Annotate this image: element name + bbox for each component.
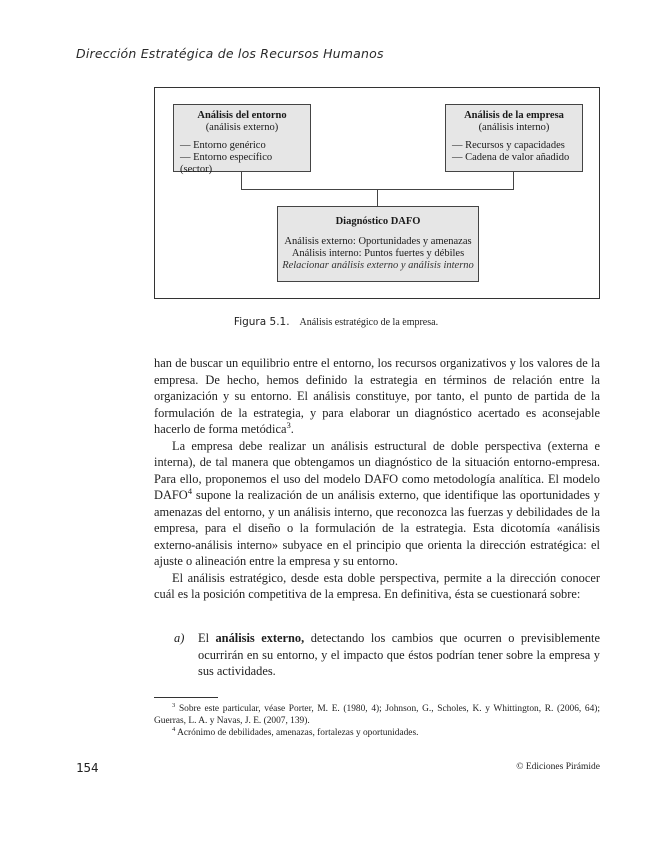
footnote-ref: 3	[286, 419, 291, 430]
footnote-number: 3	[172, 701, 176, 709]
connector-center	[377, 189, 378, 206]
footnote	[154, 703, 600, 727]
box-line: Análisis externo: Oportunidades y amenazas	[284, 236, 472, 247]
box-analisis-empresa	[445, 104, 583, 172]
list-bold-term: análisis externo,	[215, 631, 305, 645]
figure-caption-text: Análisis estratégico de la empresa.	[299, 317, 439, 328]
paragraph-text: La empresa debe realizar un análisis estructural de doble perspectiva (externa e interna), de tal manera que obtengamos un diagnóstico de la situación entorno-empresa. Para ello, proponemos el uso del modelo DAFO como metodología analítica. El modelo DAFO	[154, 438, 600, 502]
paragraph-text: han de buscar un equilibrio entre el entorno, los recursos organizativos y los valores de la empresa. De hecho, hemos definido la estrategia en términos de relación entre la organización y su entorno. El análisis constituye, por tanto, el punto de partida de la formulación de la estrategia, y para elaborar un diagnóstico acertado es aconsejable hacerlo de forma metódica	[154, 356, 600, 436]
box-title: Análisis de la empresa	[464, 110, 564, 121]
publisher-credit: © Ediciones Pirámide	[516, 762, 600, 772]
footnote-text: Sobre este particular, véase Porter, M. E. (1980, 4); Johnson, G., Scholes, K. y Whittington, R. (2006, 64); Guerras, L. A. y Navas, J. E. (2007, 139).	[154, 704, 600, 726]
paragraph-text: .	[290, 422, 294, 436]
box-diagnostico-dafo	[277, 206, 479, 282]
footnote-rule	[154, 697, 218, 698]
connector-right	[513, 172, 514, 190]
body-text	[154, 355, 600, 603]
figure-caption	[0, 316, 672, 328]
connector-left	[241, 172, 242, 190]
box-item: — Entorno específico (sector)	[180, 152, 273, 175]
paragraph	[154, 355, 600, 438]
box-subtitle: (análisis interno)	[478, 122, 550, 133]
box-title: Diagnóstico DAFO	[335, 216, 421, 227]
box-line-italic: Relacionar análisis externo y análisis interno	[282, 260, 474, 271]
list-item	[154, 630, 600, 680]
footnote-number: 4	[172, 725, 176, 733]
list-text: El	[198, 631, 216, 645]
page-number: 154	[76, 760, 99, 775]
paragraph: El análisis estratégico, desde esta doble perspectiva, permite a la dirección conocer cuál es la posición competitiva de la empresa. En definitiva, ésta se cuestionará sobre:	[154, 570, 600, 601]
box-item: — Entorno genérico	[180, 140, 266, 151]
box-subtitle: (análisis externo)	[205, 122, 279, 133]
box-line: Análisis interno: Puntos fuertes y débiles	[291, 248, 465, 259]
paragraph-text: supone la realización de un análisis externo, que identifique las oportunidades y amenazas del entorno, y un análisis interno, que reconozca las fuerzas y debilidades de la empresa, para el diseño o la formulación de la estrategia. Esta dicotomía «análisis externo-análisis interno» subyace en el principio que orienta la dirección estratégica: el ajuste o alineación entre la empresa y su entorno.	[154, 488, 600, 568]
footnotes	[154, 703, 600, 739]
footnote	[154, 727, 600, 739]
box-item: — Recursos y capacidades	[452, 140, 565, 151]
box-title: Análisis del entorno	[197, 110, 287, 121]
figure-diagram	[154, 87, 600, 299]
paragraph	[154, 438, 600, 570]
list-text: detectando los cambios que ocurren o previsiblemente ocurrirán en su entorno, y el impacto que éstos podrían tener sobre la empresa y sus actividades.	[198, 631, 600, 678]
figure-label: Figura 5.1.	[233, 316, 290, 328]
footnote-text: Acrónimo de debilidades, amenazas, fortalezas y oportunidades.	[175, 728, 419, 738]
box-analisis-entorno	[173, 104, 311, 175]
footnote-ref: 4	[187, 485, 193, 496]
list-marker: a)	[174, 631, 185, 645]
box-item: — Cadena de valor añadido	[452, 152, 570, 163]
running-head: Dirección Estratégica de los Recursos Humanos	[76, 46, 384, 61]
